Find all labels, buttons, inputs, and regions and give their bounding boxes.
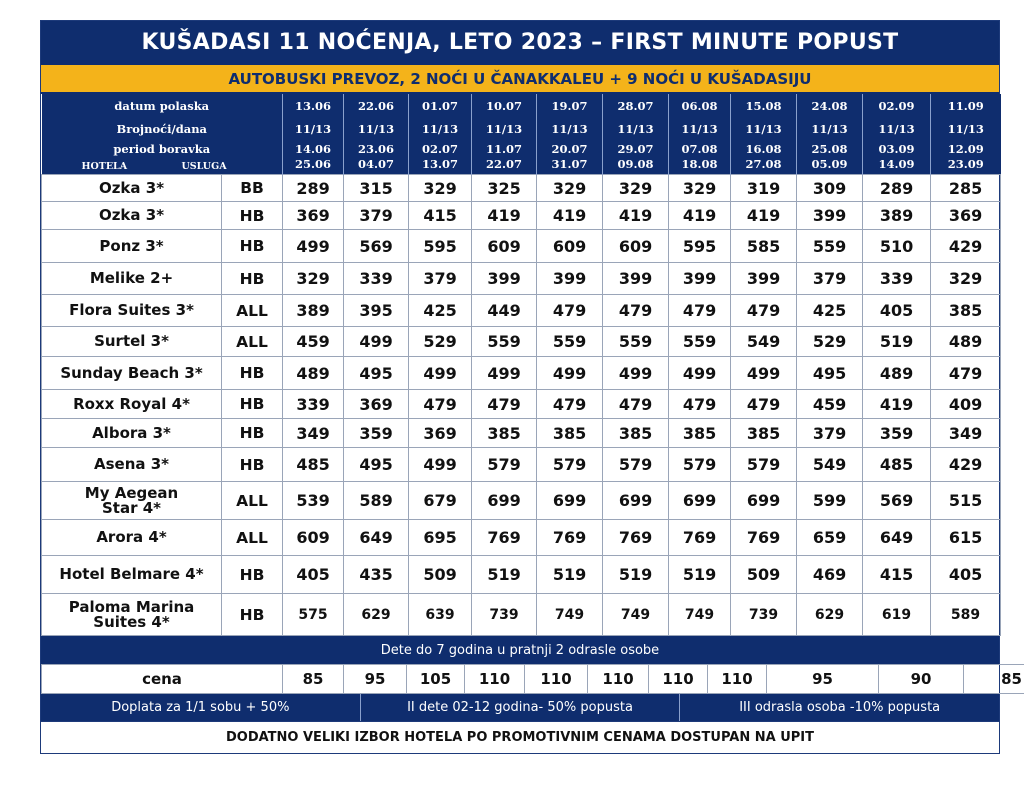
price-cell: 435 [344, 556, 409, 594]
price-cell: 589 [344, 482, 409, 520]
period-from: 03.09 [878, 142, 915, 156]
price-cell: 339 [283, 390, 344, 419]
period-row [42, 140, 1001, 175]
price-cell: 285 [931, 175, 1001, 202]
price-cell: 769 [731, 520, 797, 556]
price-cell: 639 [409, 594, 472, 636]
price-cell: 749 [537, 594, 603, 636]
price-cell: 529 [797, 327, 863, 357]
child-band: Dete do 7 godina u pratnji 2 odrasle osobe [41, 636, 999, 664]
price-cell: 619 [863, 594, 931, 636]
hotel-name: Surtel 3* [42, 327, 222, 357]
period-from: 11.07 [486, 142, 523, 156]
period-label-cell [42, 140, 283, 175]
price-cell: 419 [731, 202, 797, 230]
hotel-row [42, 594, 1001, 636]
price-cell: 739 [731, 594, 797, 636]
departure-date: 28.07 [603, 94, 669, 117]
price-cell: 329 [669, 175, 731, 202]
hotel-name [42, 594, 222, 636]
price-cell: 369 [931, 202, 1001, 230]
departure-row [42, 94, 1001, 117]
departure-date: 10.07 [472, 94, 537, 117]
price-cell: 649 [863, 520, 931, 556]
price-cell: 495 [797, 357, 863, 390]
price-cell: 479 [409, 390, 472, 419]
period-cell [931, 140, 1001, 175]
price-cell: 479 [669, 295, 731, 327]
price-cell: 549 [797, 448, 863, 482]
period-from: 14.06 [295, 142, 332, 156]
period-to: 13.07 [422, 157, 459, 171]
price-cell: 369 [283, 202, 344, 230]
price-cell: 419 [863, 390, 931, 419]
service-type: HB [222, 594, 283, 636]
child-price-table [41, 664, 1024, 694]
price-cell: 399 [603, 263, 669, 295]
price-cell: 699 [669, 482, 731, 520]
hotel-row [42, 556, 1001, 594]
price-cell: 495 [344, 357, 409, 390]
price-cell: 569 [344, 230, 409, 263]
price-cell: 615 [931, 520, 1001, 556]
price-cell: 609 [472, 230, 537, 263]
price-cell: 379 [797, 419, 863, 448]
hotel-name: Albora 3* [42, 419, 222, 448]
child-price: 95 [767, 665, 879, 694]
price-cell: 489 [863, 357, 931, 390]
period-from: 20.07 [551, 142, 588, 156]
price-cell: 749 [669, 594, 731, 636]
period-cell [344, 140, 409, 175]
period-from: 23.06 [358, 142, 395, 156]
third-adult-note: III odrasla osoba -10% popusta [679, 694, 999, 721]
service-type: HB [222, 263, 283, 295]
nights-value: 11/13 [537, 117, 603, 140]
single-room-note: Doplata za 1/1 sobu + 50% [111, 700, 290, 715]
price-cell: 539 [283, 482, 344, 520]
price-cell: 479 [537, 295, 603, 327]
price-cell: 379 [344, 202, 409, 230]
period-from: 25.08 [811, 142, 848, 156]
hotel-row [42, 175, 1001, 202]
price-cell: 369 [344, 390, 409, 419]
hotel-name-line: My Aegean [84, 483, 179, 502]
departure-date: 13.06 [283, 94, 344, 117]
nights-value: 11/13 [344, 117, 409, 140]
price-rows [42, 175, 1001, 636]
price-cell: 575 [283, 594, 344, 636]
child-price: 110 [588, 665, 649, 694]
price-cell: 699 [731, 482, 797, 520]
price-cell: 499 [472, 357, 537, 390]
price-table [41, 94, 1001, 636]
price-cell: 699 [537, 482, 603, 520]
hotel-row [42, 390, 1001, 419]
price-cell: 499 [409, 448, 472, 482]
departure-date: 19.07 [537, 94, 603, 117]
service-type: HB [222, 419, 283, 448]
price-cell: 385 [537, 419, 603, 448]
price-cell: 559 [537, 327, 603, 357]
price-cell: 485 [863, 448, 931, 482]
period-cell [797, 140, 863, 175]
price-cell: 429 [931, 230, 1001, 263]
price-cell: 769 [669, 520, 731, 556]
price-cell: 479 [603, 295, 669, 327]
price-cell: 415 [409, 202, 472, 230]
price-cell: 585 [731, 230, 797, 263]
nights-row [42, 117, 1001, 140]
price-cell: 499 [344, 327, 409, 357]
period-from: 12.09 [947, 142, 984, 156]
price-cell: 515 [931, 482, 1001, 520]
price-cell: 499 [603, 357, 669, 390]
price-cell: 395 [344, 295, 409, 327]
departure-label: datum polaska [42, 94, 283, 117]
price-cell: 509 [731, 556, 797, 594]
price-cell: 595 [409, 230, 472, 263]
price-cell: 769 [603, 520, 669, 556]
page-title: KUŠADASI 11 NOĆENJA, LETO 2023 – FIRST MINUTE POPUST [41, 21, 999, 63]
departure-date: 22.06 [344, 94, 409, 117]
price-cell: 609 [283, 520, 344, 556]
price-cell: 385 [731, 419, 797, 448]
period-cell [731, 140, 797, 175]
period-from: 29.07 [617, 142, 654, 156]
hotel-name: Asena 3* [42, 448, 222, 482]
price-cell: 405 [863, 295, 931, 327]
price-cell: 419 [537, 202, 603, 230]
price-cell: 529 [409, 327, 472, 357]
price-cell: 419 [603, 202, 669, 230]
price-cell: 349 [283, 419, 344, 448]
price-cell: 385 [603, 419, 669, 448]
service-type: HB [222, 230, 283, 263]
price-cell: 769 [472, 520, 537, 556]
departure-date: 24.08 [797, 94, 863, 117]
price-cell: 385 [669, 419, 731, 448]
price-cell: 425 [797, 295, 863, 327]
price-cell: 449 [472, 295, 537, 327]
price-cell: 479 [537, 390, 603, 419]
nights-value: 11/13 [797, 117, 863, 140]
hotel-row [42, 520, 1001, 556]
period-to: 27.08 [745, 157, 782, 171]
price-cell: 399 [797, 202, 863, 230]
price-cell: 289 [863, 175, 931, 202]
price-cell: 359 [344, 419, 409, 448]
period-to: 31.07 [551, 157, 588, 171]
price-cell: 589 [931, 594, 1001, 636]
price-cell: 405 [931, 556, 1001, 594]
period-from: 02.07 [422, 142, 459, 156]
price-cell: 769 [537, 520, 603, 556]
price-cell: 489 [931, 327, 1001, 357]
price-cell: 519 [603, 556, 669, 594]
page-subtitle: AUTOBUSKI PREVOZ, 2 NOĆI U ČANAKKALEU + 9 NOĆI U KUŠADASIJU [41, 63, 999, 94]
price-cell: 499 [669, 357, 731, 390]
service-type: ALL [222, 520, 283, 556]
hotel-name: Hotel Belmare 4* [42, 556, 222, 594]
nights-value: 11/13 [669, 117, 731, 140]
price-cell: 399 [472, 263, 537, 295]
price-cell: 659 [797, 520, 863, 556]
period-cell [409, 140, 472, 175]
price-cell: 329 [409, 175, 472, 202]
price-cell: 399 [537, 263, 603, 295]
price-cell: 339 [863, 263, 931, 295]
child-price: 95 [344, 665, 407, 694]
price-cell: 319 [731, 175, 797, 202]
child-price-row [42, 665, 1024, 694]
price-cell: 699 [603, 482, 669, 520]
price-cell: 479 [472, 390, 537, 419]
child-price: 110 [525, 665, 588, 694]
service-type: ALL [222, 327, 283, 357]
second-child-note: II dete 02-12 godina- 50% popusta [360, 694, 680, 721]
hotel-row [42, 357, 1001, 390]
price-cell: 510 [863, 230, 931, 263]
departure-date: 01.07 [409, 94, 472, 117]
hotel-row [42, 202, 1001, 230]
nights-value: 11/13 [283, 117, 344, 140]
price-cell: 679 [409, 482, 472, 520]
price-cell: 459 [797, 390, 863, 419]
price-cell: 415 [863, 556, 931, 594]
price-cell: 609 [537, 230, 603, 263]
price-cell: 459 [283, 327, 344, 357]
child-price: 110 [708, 665, 767, 694]
notes-band [41, 694, 999, 721]
departure-date: 15.08 [731, 94, 797, 117]
price-cell: 519 [669, 556, 731, 594]
price-cell: 559 [472, 327, 537, 357]
hotel-name: Ponz 3* [42, 230, 222, 263]
price-cell: 369 [409, 419, 472, 448]
departure-date: 02.09 [863, 94, 931, 117]
price-cell: 409 [931, 390, 1001, 419]
price-cell: 479 [603, 390, 669, 419]
price-cell: 315 [344, 175, 409, 202]
hotel-column-label: HOTELA [81, 161, 128, 172]
price-cell: 629 [797, 594, 863, 636]
service-type: BB [222, 175, 283, 202]
hotel-row [42, 327, 1001, 357]
service-type: HB [222, 202, 283, 230]
child-price: 105 [407, 665, 465, 694]
price-cell: 559 [797, 230, 863, 263]
price-cell: 359 [863, 419, 931, 448]
hotel-name: Roxx Royal 4* [42, 390, 222, 419]
nights-value: 11/13 [409, 117, 472, 140]
price-cell: 569 [863, 482, 931, 520]
hotel-name: Sunday Beach 3* [42, 357, 222, 390]
service-type: HB [222, 357, 283, 390]
price-cell: 329 [603, 175, 669, 202]
price-cell: 559 [603, 327, 669, 357]
child-price: 110 [465, 665, 525, 694]
price-cell: 329 [931, 263, 1001, 295]
price-cell: 699 [472, 482, 537, 520]
hotel-name: Flora Suites 3* [42, 295, 222, 327]
child-price: 85 [964, 665, 1024, 694]
period-to: 22.07 [486, 157, 523, 171]
price-cell: 489 [283, 357, 344, 390]
price-cell: 389 [283, 295, 344, 327]
price-cell: 325 [472, 175, 537, 202]
period-cell [283, 140, 344, 175]
period-to: 18.08 [681, 157, 718, 171]
hotel-name-line: Suites 4* [93, 612, 170, 631]
price-cell: 695 [409, 520, 472, 556]
price-cell: 429 [931, 448, 1001, 482]
price-cell: 739 [472, 594, 537, 636]
price-cell: 329 [537, 175, 603, 202]
period-cell [669, 140, 731, 175]
service-column-label: USLUGA [181, 161, 227, 172]
departure-date: 11.09 [931, 94, 1001, 117]
child-price: 110 [649, 665, 708, 694]
price-cell: 469 [797, 556, 863, 594]
price-cell: 599 [797, 482, 863, 520]
nights-value: 11/13 [472, 117, 537, 140]
price-cell: 479 [731, 295, 797, 327]
price-cell: 499 [409, 357, 472, 390]
price-cell: 595 [669, 230, 731, 263]
price-cell: 349 [931, 419, 1001, 448]
hotel-name: Ozka 3* [42, 175, 222, 202]
price-cell: 749 [603, 594, 669, 636]
hotel-row [42, 419, 1001, 448]
nights-value: 11/13 [731, 117, 797, 140]
period-from: 07.08 [681, 142, 718, 156]
price-cell: 579 [731, 448, 797, 482]
departure-date: 06.08 [669, 94, 731, 117]
price-cell: 399 [669, 263, 731, 295]
hotel-name-line: Star 4* [102, 498, 161, 517]
price-cell: 609 [603, 230, 669, 263]
price-cell: 339 [344, 263, 409, 295]
price-cell: 309 [797, 175, 863, 202]
price-cell: 649 [344, 520, 409, 556]
nights-value: 11/13 [863, 117, 931, 140]
price-cell: 329 [283, 263, 344, 295]
price-cell: 499 [283, 230, 344, 263]
price-cell: 519 [863, 327, 931, 357]
hotel-row [42, 230, 1001, 263]
price-cell: 485 [283, 448, 344, 482]
price-cell: 559 [669, 327, 731, 357]
period-to: 25.06 [295, 157, 332, 171]
price-cell: 419 [669, 202, 731, 230]
price-cell: 479 [731, 390, 797, 419]
price-cell: 385 [472, 419, 537, 448]
price-cell: 509 [409, 556, 472, 594]
price-cell: 519 [472, 556, 537, 594]
footer-note: DODATNO VELIKI IZBOR HOTELA PO PROMOTIVNIM CENAMA DOSTUPAN NA UPIT [41, 721, 999, 753]
price-cell: 549 [731, 327, 797, 357]
hotel-name [42, 482, 222, 520]
service-type: ALL [222, 295, 283, 327]
price-cell: 419 [472, 202, 537, 230]
service-type: HB [222, 390, 283, 419]
period-from: 16.08 [745, 142, 782, 156]
period-to: 05.09 [811, 157, 848, 171]
price-cell: 479 [931, 357, 1001, 390]
price-cell: 629 [344, 594, 409, 636]
child-price-label: cena [42, 665, 283, 694]
hotel-row [42, 263, 1001, 295]
price-cell: 289 [283, 175, 344, 202]
hotel-row [42, 482, 1001, 520]
price-cell: 579 [603, 448, 669, 482]
nights-label: Brojnoći/dana [42, 117, 283, 140]
price-cell: 425 [409, 295, 472, 327]
service-type: ALL [222, 482, 283, 520]
price-cell: 579 [537, 448, 603, 482]
child-price: 90 [879, 665, 964, 694]
nights-value: 11/13 [931, 117, 1001, 140]
hotel-name-line: Paloma Marina [68, 597, 195, 616]
hotel-name: Arora 4* [42, 520, 222, 556]
price-cell: 385 [931, 295, 1001, 327]
period-label: period boravka [113, 142, 211, 156]
hotel-row [42, 448, 1001, 482]
price-list-sheet [40, 20, 1022, 754]
nights-value: 11/13 [603, 117, 669, 140]
period-to: 09.08 [617, 157, 654, 171]
price-cell: 479 [669, 390, 731, 419]
service-type: HB [222, 556, 283, 594]
period-cell [603, 140, 669, 175]
child-price: 85 [283, 665, 344, 694]
price-cell: 399 [731, 263, 797, 295]
price-cell: 379 [797, 263, 863, 295]
price-cell: 579 [669, 448, 731, 482]
period-cell [863, 140, 931, 175]
price-cell: 389 [863, 202, 931, 230]
service-type: HB [222, 448, 283, 482]
hotel-name: Ozka 3* [42, 202, 222, 230]
period-cell [472, 140, 537, 175]
price-cell: 379 [409, 263, 472, 295]
price-cell: 495 [344, 448, 409, 482]
price-cell: 579 [472, 448, 537, 482]
hotel-name: Melike 2+ [42, 263, 222, 295]
hotel-row [42, 295, 1001, 327]
price-cell: 499 [731, 357, 797, 390]
period-to: 23.09 [947, 157, 984, 171]
period-to: 04.07 [358, 157, 395, 171]
price-cell: 499 [537, 357, 603, 390]
period-cell [537, 140, 603, 175]
period-to: 14.09 [878, 157, 915, 171]
price-cell: 519 [537, 556, 603, 594]
price-cell: 405 [283, 556, 344, 594]
